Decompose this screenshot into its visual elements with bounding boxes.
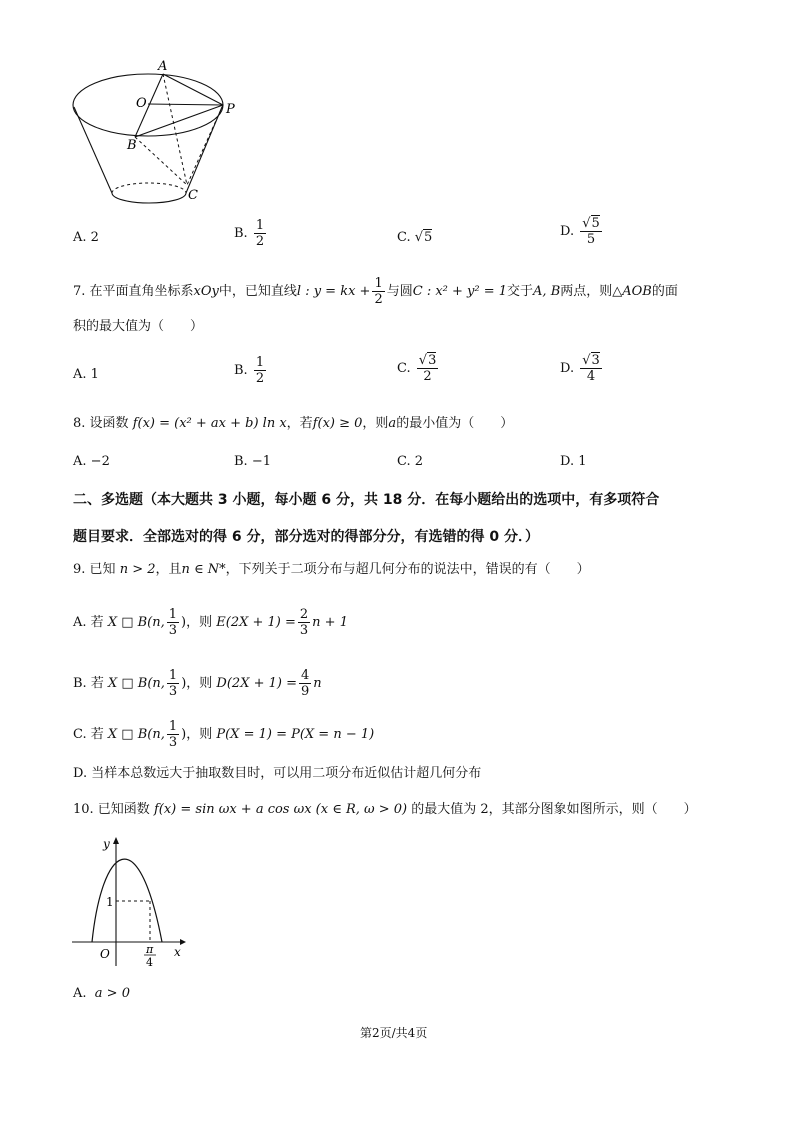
page-footer: 第2页/共4页 (360, 1026, 428, 1040)
fraction: $\frac{1}{3}$ (168, 668, 178, 699)
q7-option-c[interactable]: C. $\frac{√3}{2}$ (397, 353, 437, 384)
q6-option-b[interactable]: B. $\frac{1}{2}$ (234, 218, 265, 249)
q7-option-a[interactable]: A. 1 (73, 367, 99, 382)
fraction: $\frac{√3}{2}$ (418, 353, 437, 384)
fraction: $\frac{1}{2}$ (374, 276, 383, 307)
segment-PC (187, 105, 223, 185)
q10-graph (70, 832, 190, 972)
fraction: $\frac{1}{3}$ (168, 607, 178, 638)
q7-option-d[interactable]: D. $\frac{√3}{4}$ (560, 353, 600, 384)
q9-option-d[interactable]: D. 当样本总数远大于抽取数目时，可以用二项分布近似估计超几何分布 (73, 766, 482, 781)
q7-option-b[interactable]: B. $\frac{1}{2}$ (234, 355, 265, 386)
label-four: 4 (146, 956, 153, 969)
fraction: $\frac{1}{3}$ (168, 719, 178, 750)
segment-BP (135, 105, 223, 137)
q7-stem: 7. 在平面直角坐标系xOy中，已知直线l : y = kx + $\frac{1}{2}$ 与圆C : x² + y² = 1交于A, B两点，则△AOB的面 (73, 276, 678, 307)
right-side (186, 107, 222, 193)
q8-option-c[interactable]: C. 2 (397, 454, 424, 469)
q6-option-a[interactable]: A. 2 (73, 230, 99, 245)
fraction: $\frac{√3}{4}$ (582, 353, 600, 384)
label-B: B (127, 138, 137, 153)
label-O: O (136, 96, 147, 111)
y-axis-arrow (113, 837, 119, 844)
fraction: $\frac{1}{2}$ (255, 355, 265, 386)
section2-heading-line2: 题目要求．全部选对的得 6 分，部分选对的得部分分，有选错的得 0 分．） (73, 529, 539, 545)
x-axis-arrow (180, 939, 186, 945)
label-x: x (174, 945, 181, 959)
q8-option-a[interactable]: A. −2 (73, 454, 110, 469)
bottom-ellipse-front (112, 193, 186, 203)
q9-option-a[interactable]: A. 若 X □ B(n, $\frac{1}{3}$ )，则 E(2X + 1) = $\frac{2}{3}$ n + 1 (73, 607, 348, 638)
left-side (74, 107, 112, 193)
section2-heading-line1: 二、多选题（本大题共 3 小题，每小题 6 分，共 18 分．在每小题给出的选项中，有多项符合 (73, 492, 660, 508)
frustum-figure (60, 55, 260, 210)
segment-BC (135, 137, 187, 185)
fraction: $\frac{√5}{5}$ (582, 216, 600, 247)
label-origin: O (100, 947, 110, 961)
label-A: A (158, 59, 168, 74)
bottom-ellipse-back (112, 183, 186, 193)
q9-option-b[interactable]: B. 若 X □ B(n, $\frac{1}{3}$ )，则 D(2X + 1) = $\frac{4}{9}$ n (73, 668, 322, 699)
q6-option-d[interactable]: D. $\frac{√5}{5}$ (560, 216, 600, 247)
segment-AC (163, 74, 187, 185)
q8-option-b[interactable]: B. −1 (234, 454, 271, 469)
label-pi: π (146, 943, 154, 956)
q10-option-a[interactable]: A. a > 0 (73, 986, 130, 1001)
fraction: $\frac{1}{2}$ (255, 218, 265, 249)
q6-option-c[interactable]: C. √5 (397, 230, 433, 245)
label-C: C (188, 188, 198, 203)
q9-stem: 9. 已知 n > 2，且n ∈ N*，下列关于二项分布与超几何分布的说法中，错误的有（ ） (73, 562, 590, 577)
fraction: $\frac{4}{9}$ (300, 668, 310, 699)
label-P: P (226, 102, 235, 117)
q8-option-d[interactable]: D. 1 (560, 454, 587, 469)
q10-stem: 10. 已知函数 f(x) = sin ωx + a cos ωx (x ∈ R, ω > 0) 的最大值为 2，其部分图象如图所示，则（ ） (73, 802, 697, 817)
q8-stem: 8. 设函数 f(x) = (x² + ax + b) ln x，若f(x) ≥ 0，则a的最小值为（ ） (73, 416, 514, 431)
label-y: y (103, 837, 110, 851)
segment-OP (148, 104, 223, 105)
label-one: 1 (106, 895, 114, 909)
curve (92, 859, 162, 942)
fraction: $\frac{2}{3}$ (299, 607, 309, 638)
q9-option-c[interactable]: C. 若 X □ B(n, $\frac{1}{3}$ )，则 P(X = 1) = P(X = n − 1) (73, 719, 375, 750)
q7-stem-line2: 积的最大值为（ ） (73, 319, 204, 334)
